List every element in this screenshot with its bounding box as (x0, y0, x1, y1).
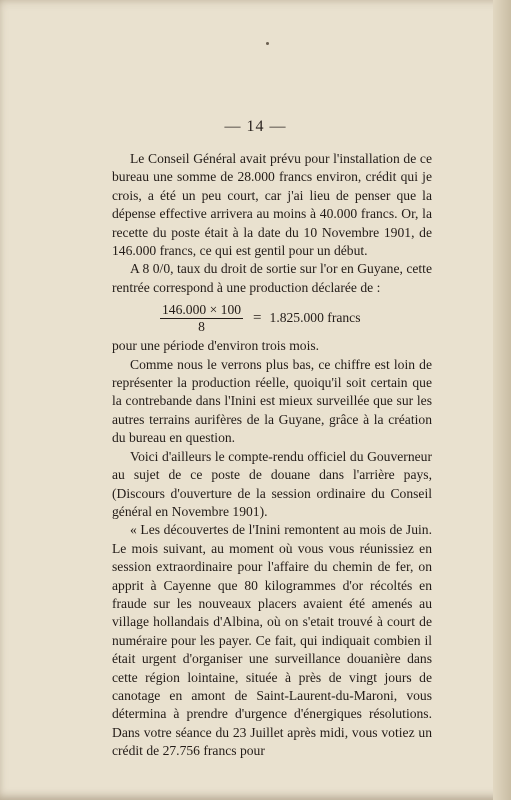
paper-speck (266, 42, 269, 45)
fraction-numerator: 146.000 × 100 (162, 301, 242, 317)
paragraph: Le Conseil Général avait prévu pour l'installation de ce bureau une somme de 28.000 francs environ, crédit qui je crois, a été un peu court, car j'ai lieu de penser que la dépense effective arrivera au moins à 40.000 francs. Or, la recette du poste était à la date du 10 Novembre 1901, de 146.000 francs, ce qui est gentil pour un début. (112, 151, 432, 259)
paragraph: A 8 0/0, taux du droit de sortie sur l'or en Guyane, cette rentrée correspond à une production déclarée de : (112, 261, 432, 295)
body-text (112, 150, 432, 761)
paragraph: pour une période d'environ trois mois. (112, 338, 320, 354)
formula-result: 1.825.000 francs (269, 310, 361, 326)
formula (160, 299, 432, 337)
fraction (160, 302, 243, 335)
paragraph: Voici d'ailleurs le compte-rendu officiel du Gouverneur au sujet de ce poste de douane dans l'arrière pays, (Discours d'ouverture de la session ordinaire du Conseil général en Novembre 1901). (112, 448, 432, 519)
paragraph: « Les découvertes de l'Inini remontent au mois de Juin. Le mois suivant, au moment où vous vous réunissiez en session extraordinaire pour l'affaire du chemin de fer, on apprit à Cayenne que 80 kilogrammes d'or récoltés en fraude sur les nouveaux placers avaient été amenés au village hollandais d'Albina, où on s'etait trouvé à court de numéraire pour les payer. Ce fait, qui indiquait combien il était urgent d'organiser une surveillance douanière dans cette région lointaine, située à près de vingt jours de canotage en amont de Saint-Laurent-du-Maroni, vous détermina à prendre d'urgence d'énergiques résolutions. Dans votre séance du 23 Juillet après midi, vous votiez un crédit de 27.756 francs pour (112, 522, 432, 759)
equals-sign: = (253, 310, 262, 327)
fraction-denominator: 8 (198, 318, 205, 334)
paragraph: Comme nous le verrons plus bas, ce chiffre est loin de représenter la production réelle, quoiqu'il soit certain que la contrebande dans l'Inini est mieux surveillée que sur les autres terrains aurifères de la Guyane, grâce à la création du bureau en question. (112, 356, 432, 446)
page-number: — 14 — (224, 118, 287, 135)
